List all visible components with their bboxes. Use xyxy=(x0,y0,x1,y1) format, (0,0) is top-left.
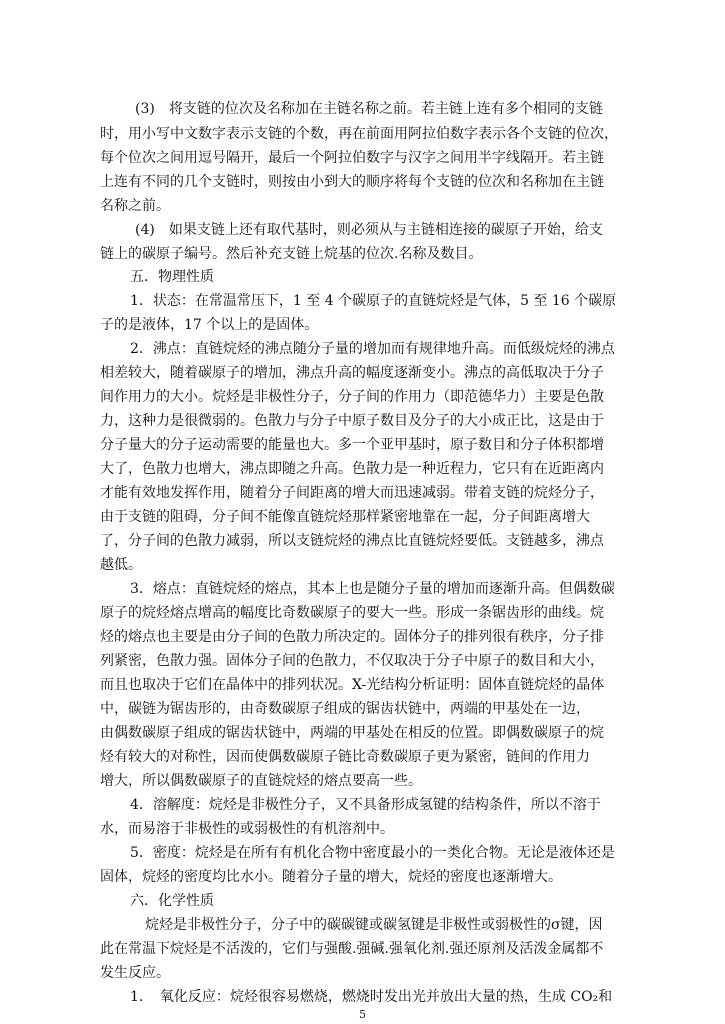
section-heading: 五．物理性质 xyxy=(130,269,214,285)
section-heading: 六．化学性质 xyxy=(130,893,214,909)
text-line: 而且也取决于它们在晶体中的排列状况。X-光结构分析证明：固体直链烷烃的晶体 xyxy=(100,677,605,693)
text-line: (3) 将支链的位次及名称加在主链名称之前。若主链上连有多个相同的支链 xyxy=(135,101,603,117)
text-line: 3．熔点：直链烷烃的熔点，其本上也是随分子量的增加而逐渐升高。但偶数碳 xyxy=(130,581,615,597)
text-line: (4) 如果支链上还有取代基时，则必须从与主链相连接的碳原子开始，给支 xyxy=(135,222,603,238)
text-line: 间作用力的大小。烷烃是非极性分子，分子间的作用力（即范德华力）主要是色散 xyxy=(100,389,604,405)
text-line: 相差较大，随着碳原子的增加，沸点升高的幅度逐渐变小。沸点的高低取决于分子 xyxy=(100,365,604,381)
text-line: 固体，烷烃的密度均比水小。随着分子量的增大，烷烃的密度也逐渐增大。 xyxy=(100,869,562,885)
text-line: 1． 氧化反应：烷烃很容易燃烧，燃烧时发出光并放出大量的热，生成 CO₂和 xyxy=(130,989,613,1005)
text-line: 4．溶解度：烷烃是非极性分子，又不具备形成氢键的结构条件，所以不溶于 xyxy=(130,797,601,813)
text-line: 5．密度：烷烃是在所有有机化合物中密度最小的一类化合物。无论是液体还是 xyxy=(130,845,615,861)
text-line: 链上的碳原子编号。然后补充支链上烷基的位次.名称及数目。 xyxy=(100,246,483,262)
text-line: 上连有不同的几个支链时，则按由小到大的顺序将每个支链的位次和名称加在主链 xyxy=(100,174,604,190)
text-line: 烃的熔点也主要是由分子间的色散力所决定的。固体分子的排列很有秩序，分子排 xyxy=(100,629,604,645)
text-line: 1．状态：在常温常压下，1 至 4 个碳原子的直链烷烃是气体，5 至 16 个碳原 xyxy=(130,293,617,309)
text-line: 由于支链的阻碍，分子间不能像直链烷烃那样紧密地靠在一起，分子间距离增大 xyxy=(100,509,590,525)
text-line: 每个位次之间用逗号隔开，最后一个阿拉伯数字与汉字之间用半字线隔开。若主链 xyxy=(100,150,604,166)
text-line: 此在常温下烷烃是不活泼的，它们与强酸.强碱.强氧化剂.强还原剂及活泼金属都不 xyxy=(100,941,604,957)
text-line: 烃有较大的对称性，因而使偶数碳原子链比奇数碳原子更为紧密，链间的作用力 xyxy=(100,749,590,765)
text-line: 增大，所以偶数碳原子的直链烷烃的熔点要高一些。 xyxy=(100,773,422,789)
text-line: 了，分子间的色散力减弱，所以支链烷烃的沸点比直链烷烃要低。支链越多，沸点 xyxy=(100,533,604,549)
page-number: 5 xyxy=(359,1008,366,1021)
text-line: 烷烃是非极性分子，分子中的碳碳键或碳氢键是非极性或弱极性的σ键，因 xyxy=(145,917,603,933)
text-line: 发生反应。 xyxy=(100,965,170,981)
text-line: 大了，色散力也增大，沸点即随之升高。色散力是一种近程力，它只有在近距离内 xyxy=(100,461,604,477)
text-line: 中，碳链为锯齿形的，由奇数碳原子组成的锯齿状链中，两端的甲基处在一边， xyxy=(100,701,590,717)
text-line: 列紧密，色散力强。固体分子间的色散力，不仅取决于分子中原子的数目和大小， xyxy=(100,653,604,669)
text-line: 名称之前。 xyxy=(100,198,170,214)
text-line: 力，这种力是很微弱的。色散力与分子中原子数目及分子的大小成正比，这是由于 xyxy=(100,413,604,429)
text-line: 时，用小写中文数字表示支链的个数，再在前面用阿拉伯数字表示各个支链的位次， xyxy=(100,126,618,142)
text-line: 水，而易溶于非极性的或弱极性的有机溶剂中。 xyxy=(100,821,394,837)
text-line: 子的是液体，17 个以上的是固体。 xyxy=(100,317,319,333)
text-line: 才能有效地发挥作用，随着分子间距离的增大而迅速减弱。带着支链的烷烃分子， xyxy=(100,485,604,501)
text-line: 由偶数碳原子组成的锯齿状链中，两端的甲基处在相反的位置。即偶数碳原子的烷 xyxy=(100,725,604,741)
text-line: 分子量大的分子运动需要的能量也大。多一个亚甲基时，原子数目和分子体积都增 xyxy=(100,437,604,453)
text-line: 2．沸点：直链烷烃的沸点随分子量的增加而有规律地升高。而低级烷烃的沸点 xyxy=(130,341,615,357)
text-line: 越低。 xyxy=(100,557,142,573)
text-line: 原子的烷烃熔点增高的幅度比奇数碳原子的要大一些。形成一条锯齿形的曲线。烷 xyxy=(100,605,604,621)
